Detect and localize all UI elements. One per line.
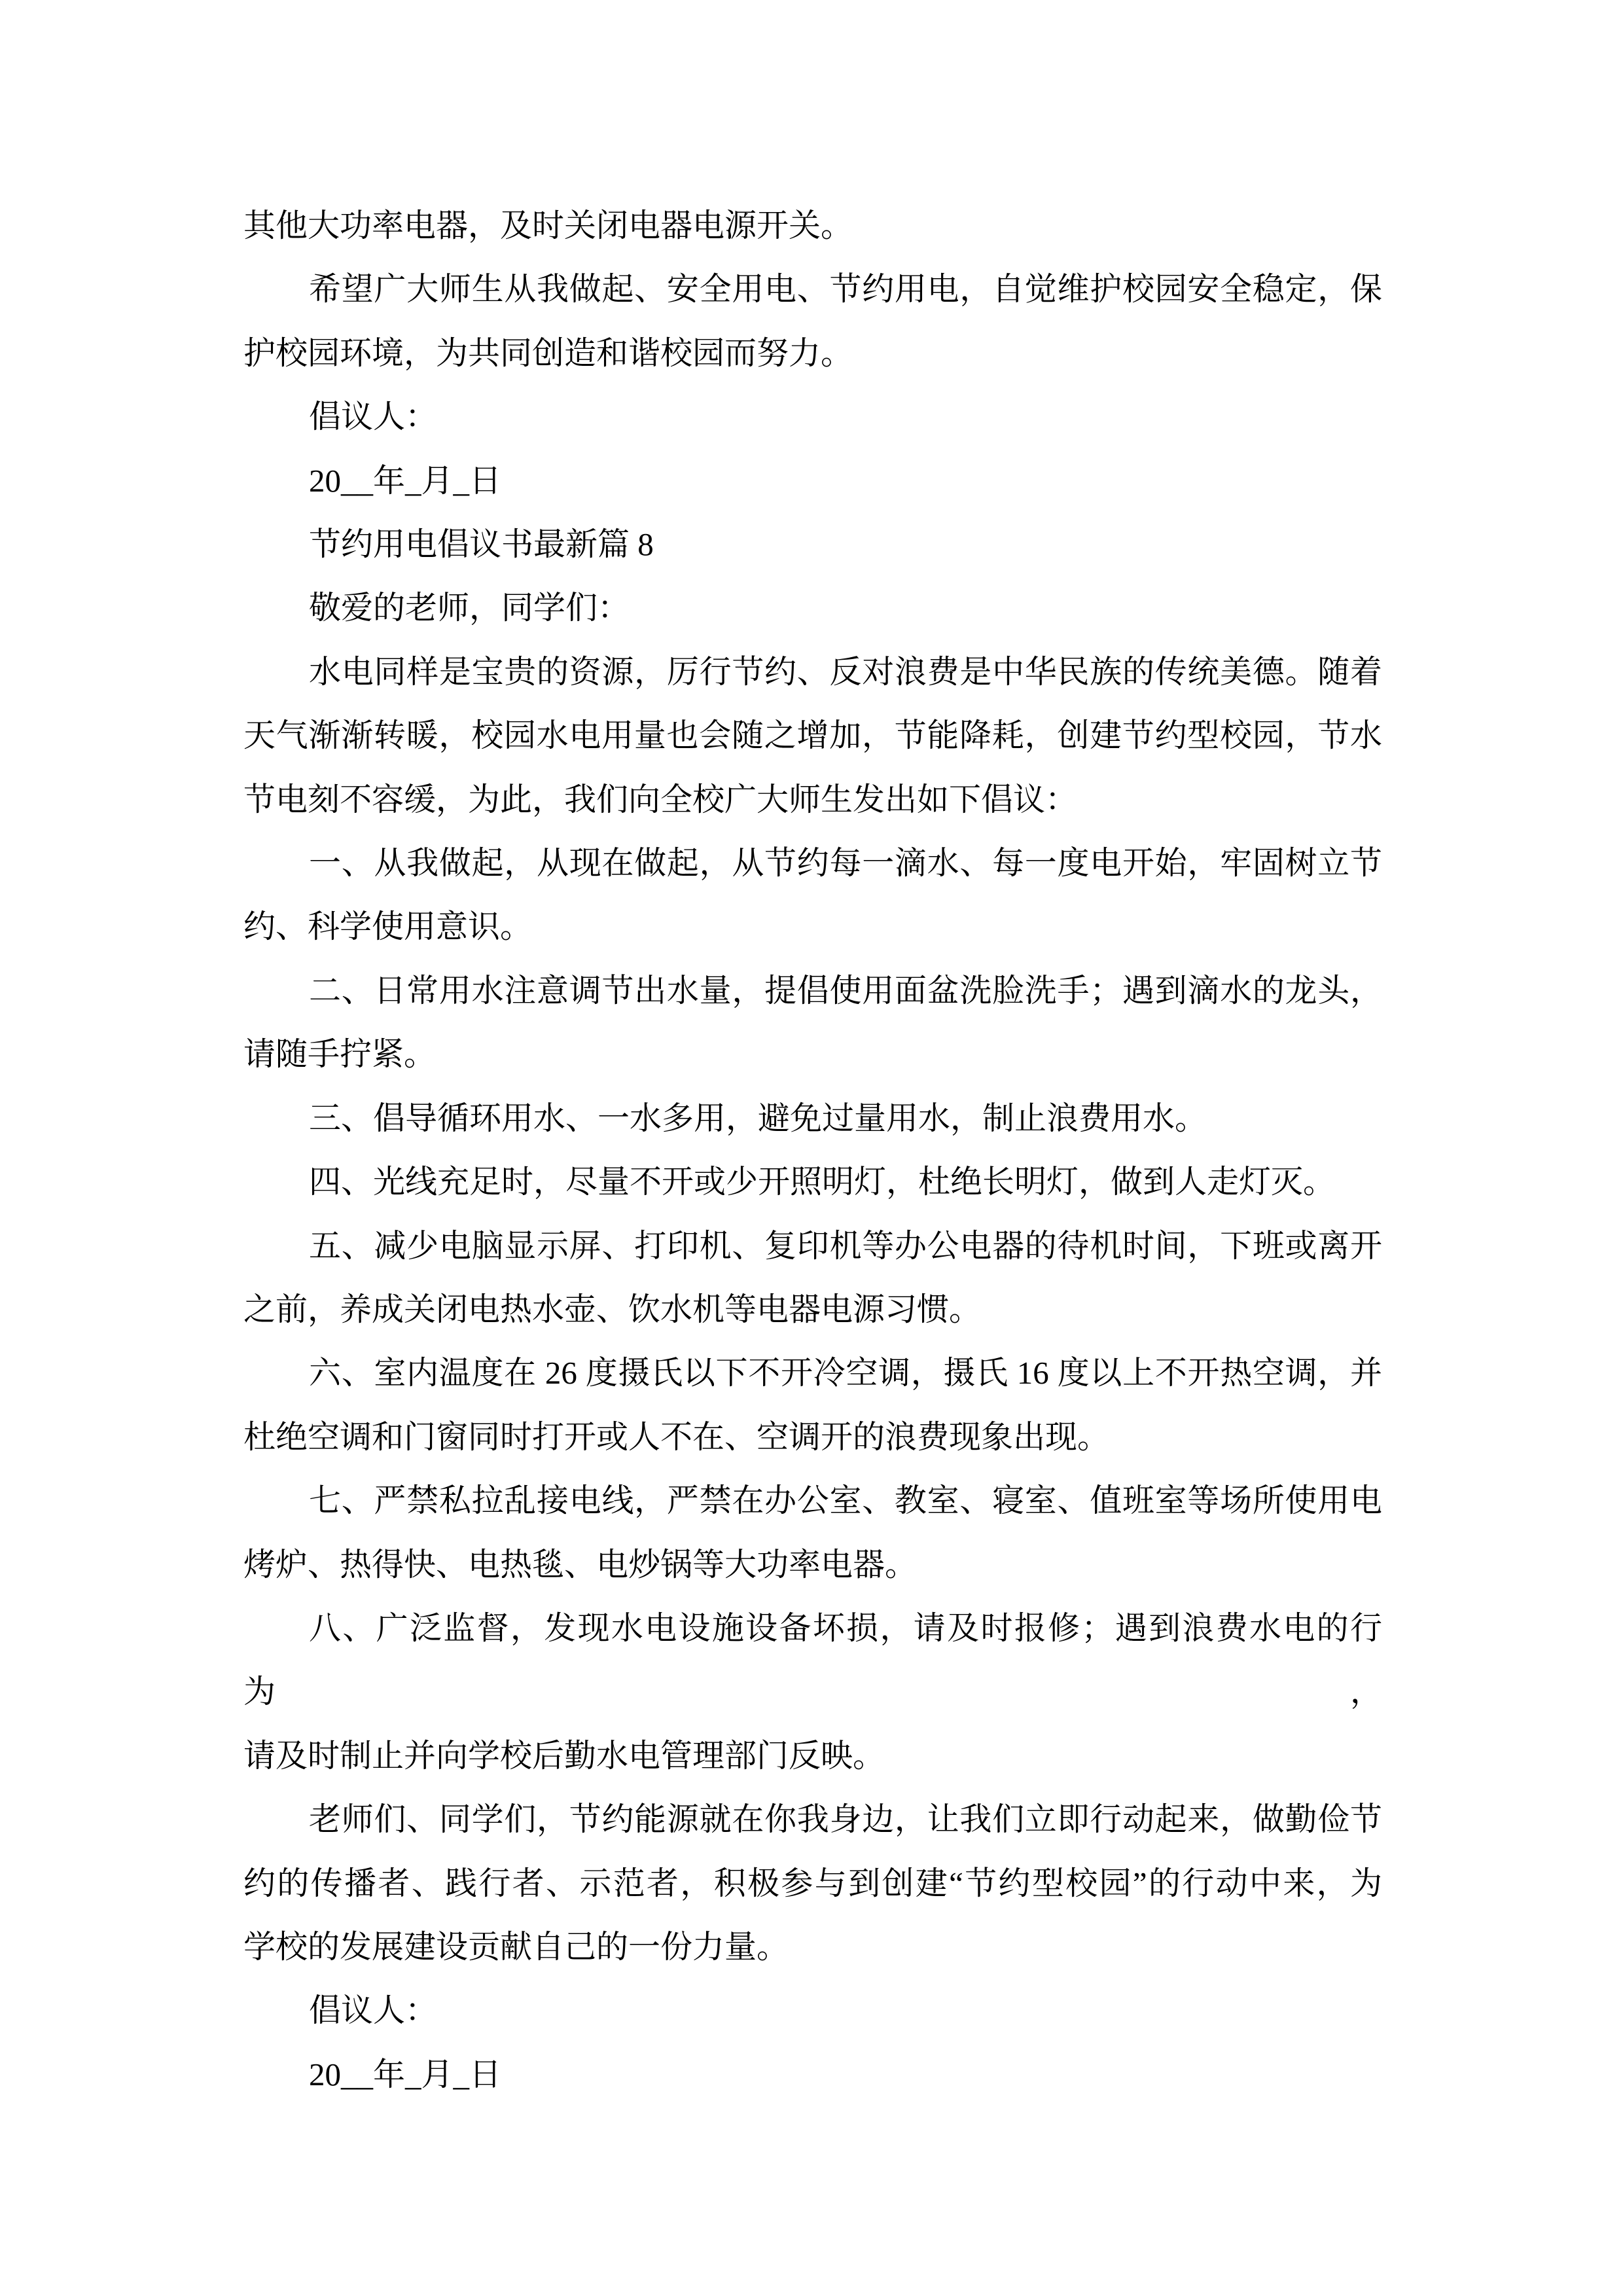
text-line: 护校园环境，为共同创造和谐校园而努力。	[243, 334, 853, 371]
list-item-line: 四、光线充足时，尽量不开或少开照明灯，杜绝长明灯，做到人走灯灭。	[309, 1164, 1336, 1200]
text-line: 老师们、同学们，节约能源就在你我身边，让我们立即行动起来，做勤俭节	[309, 1801, 1382, 1838]
text-line: 希望广大师生从我做起、安全用电、节约用电，自觉维护校园安全稳定，保	[309, 271, 1382, 308]
list-item-line: 烤炉、热得快、电热毯、电炒锅等大功率电器。	[243, 1546, 918, 1583]
text-line: 约的传播者、践行者、示范者，积极参与到创建“节约型校园”的行动中来，为	[243, 1865, 1382, 1901]
text-line: 其他大功率电器，及时关闭电器电源开关。	[243, 207, 853, 243]
list-item-line: 请随手拧紧。	[243, 1036, 437, 1073]
text-line: 水电同样是宝贵的资源，厉行节约、反对浪费是中华民族的传统美德。随着	[309, 653, 1382, 690]
section-title: 节约用电倡议书最新篇 8	[309, 526, 654, 563]
list-item-line: 五、减少电脑显示屏、打印机、复印机等办公电器的待机时间，下班或离开	[309, 1227, 1382, 1264]
list-item-line: 之前，养成关闭电热水壶、饮水机等电器电源习惯。	[243, 1291, 982, 1327]
list-item-line: 三、倡导循环用水、一水多用，避免过量用水，制止浪费用水。	[309, 1100, 1207, 1136]
signature-label: 倡议人：	[309, 399, 438, 435]
signature-label: 倡议人：	[309, 1992, 438, 2029]
date-line: 20__年_月_日	[309, 2056, 502, 2092]
list-item-line: 杜绝空调和门窗同时打开或人不在、空调开的浪费现象出现。	[243, 1418, 1110, 1455]
list-item-line: 二、日常用水注意调节出水量，提倡使用面盆洗脸洗手；遇到滴水的龙头，	[309, 972, 1382, 1009]
text-line: 天气渐渐转暖，校园水电用量也会随之增加，节能降耗，创建节约型校园，节水	[243, 717, 1382, 754]
list-item-line: 约、科学使用意识。	[243, 908, 533, 945]
list-item-line: 八、广泛监督，发现水电设施设备坏损，请及时报修；遇到浪费水电的行为，	[243, 1609, 1382, 1710]
salutation: 敬爱的老师，同学们：	[309, 590, 630, 626]
list-item-line: 一、从我做起，从现在做起，从节约每一滴水、每一度电开始，牢固树立节	[309, 845, 1382, 882]
date-line: 20__年_月_日	[309, 462, 502, 499]
list-item-line: 六、室内温度在 26 度摄氏以下不开冷空调，摄氏 16 度以上不开热空调，并	[309, 1355, 1382, 1391]
list-item-line: 请及时制止并向学校后勤水电管理部门反映。	[243, 1737, 885, 1774]
text-line: 学校的发展建设贡献自己的一份力量。	[243, 1928, 789, 1965]
text-line: 节电刻不容缓，为此，我们向全校广大师生发出如下倡议：	[243, 781, 1078, 817]
list-item-line: 七、严禁私拉乱接电线，严禁在办公室、教室、寝室、值班室等场所使用电	[309, 1482, 1382, 1519]
